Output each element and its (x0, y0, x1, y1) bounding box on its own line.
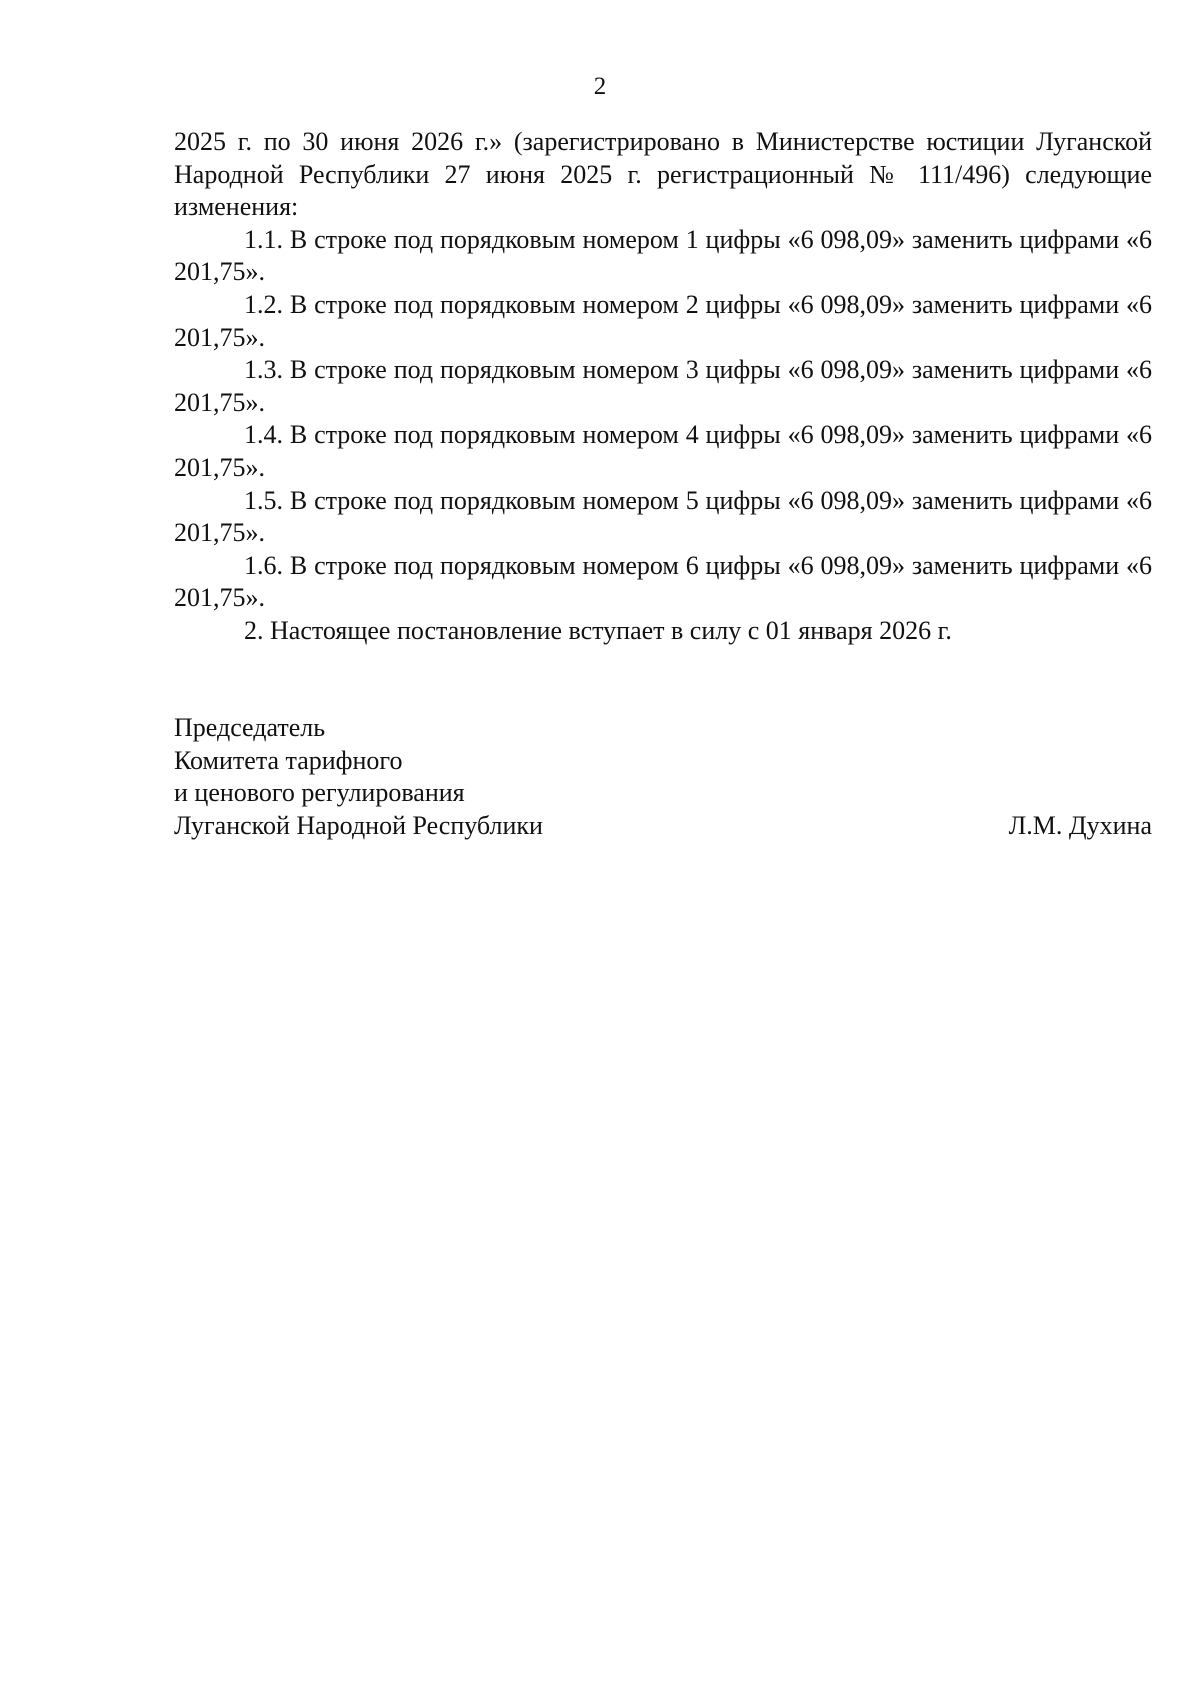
amendment-item-1-2: 1.2. В строке под порядковым номером 2 цифры «6 098,09» заменить цифрами «6 201,75». (174, 289, 1152, 352)
amendment-item-1-4: 1.4. В строке под порядковым номером 4 цифры «6 098,09» заменить цифрами «6 201,75». (174, 420, 1152, 482)
intro-paragraph: 2025 г. по 30 июня 2026 г.» (зарегистрировано в Министерстве юстиции Луганской Народной Республики 27 июня 2025 г. регистрационный № 111/496) следующие изменения: (174, 127, 1152, 222)
page-number: 2 (593, 73, 607, 100)
signatory-final-row (174, 810, 1152, 843)
signatory-title-line-2: Комитета тарифного (174, 745, 403, 775)
amendment-item-1-3: 1.3. В строке под порядковым номером 3 цифры «6 098,09» заменить цифрами «6 201,75». (174, 355, 1152, 417)
signatory-title-line-1: Председатель (174, 713, 326, 742)
amendment-item-1-6: 1.6. В строке под порядковым номером 6 цифры «6 098,09» заменить цифрами «6 201,75». (174, 550, 1152, 613)
amendment-item-1-1: 1.1. В строке под порядковым номером 1 цифры «6 098,09» заменить цифрами «6 201,75». (174, 224, 1152, 287)
document-body (174, 126, 1152, 648)
signatory-title-line-3: и ценового регулирования (174, 778, 465, 808)
effective-date-clause: 2. Настоящее постановление вступает в силу с 01 января 2026 г. (244, 615, 952, 645)
amendment-item-1-5: 1.5. В строке под порядковым номером 5 цифры «6 098,09» заменить цифрами «6 201,75». (174, 485, 1152, 548)
signatory-title-line-4: Луганской Народной Республики (174, 810, 543, 840)
signatory-name: Л.М. Духина (1008, 810, 1152, 840)
signature-block (174, 712, 1152, 842)
